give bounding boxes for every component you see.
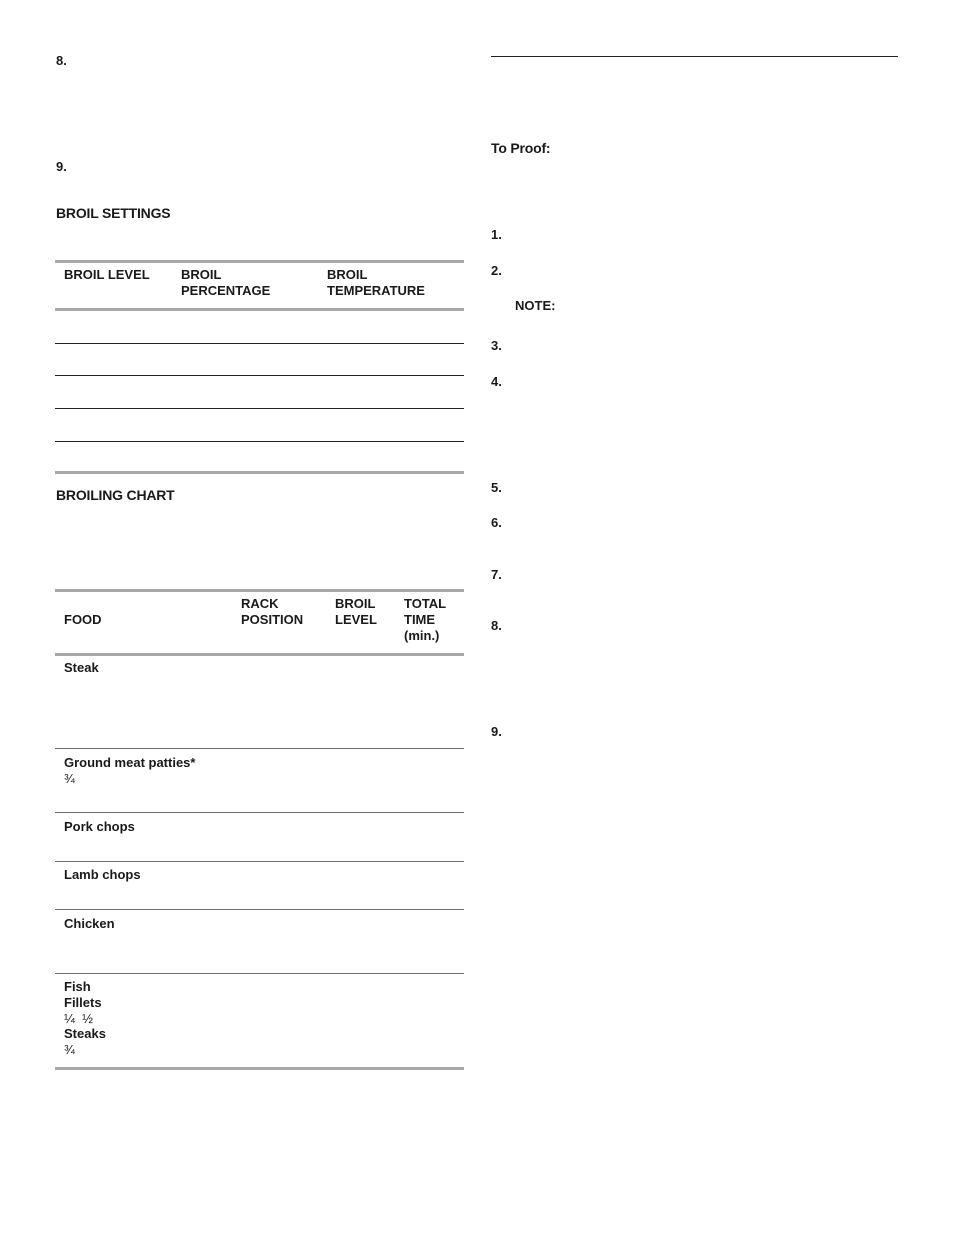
- section-rule: [491, 56, 898, 57]
- step-number-6: 6.: [491, 515, 502, 530]
- row-food-lamb-chops: Lamb chops: [64, 867, 141, 882]
- col-header-broil-temperature: BROIL TEMPERATURE: [327, 267, 425, 298]
- row-fraction: ¾: [64, 1042, 75, 1057]
- row-food-ground-meat-patties: Ground meat patties*: [64, 755, 196, 770]
- row-food-fish-steaks: Steaks: [64, 1026, 106, 1041]
- step-number-1: 1.: [491, 227, 502, 242]
- row-food-fish: Fish: [64, 979, 91, 994]
- row-fraction: ¾: [64, 771, 75, 786]
- table-row-divider: [55, 441, 464, 442]
- to-proof-heading: To Proof:: [491, 140, 551, 156]
- step-number-8: 8.: [491, 618, 502, 633]
- table-row-divider: [55, 375, 464, 376]
- row-food-chicken: Chicken: [64, 916, 115, 931]
- row-food-pork-chops: Pork chops: [64, 819, 135, 834]
- step-number-9: 9.: [491, 724, 502, 739]
- table-row-divider: [55, 973, 464, 974]
- step-number-7: 7.: [491, 567, 502, 582]
- col-header-broil-level: BROIL LEVEL: [64, 267, 150, 282]
- step-number-2: 2.: [491, 263, 502, 278]
- col-header-total-time: TOTAL TIME (min.): [404, 596, 447, 643]
- step-number-8: 8.: [56, 53, 67, 68]
- note-label: NOTE:: [515, 298, 556, 313]
- table-row-divider: [55, 748, 464, 749]
- row-food-steak: Steak: [64, 660, 99, 675]
- table-row-divider: [55, 408, 464, 409]
- broiling-chart-heading: BROILING CHART: [56, 487, 175, 503]
- broil-settings-heading: BROIL SETTINGS: [56, 205, 171, 221]
- table-row-divider: [55, 812, 464, 813]
- step-number-3: 3.: [491, 338, 502, 353]
- col-header-rack-position: RACK POSITION: [241, 596, 304, 627]
- col-header-broil-percentage: BROIL PERCENTAGE: [181, 267, 271, 298]
- row-fraction: ¼ ½: [64, 1011, 93, 1026]
- step-number-5: 5.: [491, 480, 502, 495]
- step-number-4: 4.: [491, 374, 502, 389]
- table-row-divider: [55, 343, 464, 344]
- step-number-9: 9.: [56, 159, 67, 174]
- col-header-broil-level: BROIL LEVEL: [335, 596, 377, 627]
- table-row-divider: [55, 909, 464, 910]
- row-food-fish-fillets: Fillets: [64, 995, 102, 1010]
- col-header-food: FOOD: [64, 612, 102, 627]
- table-row-divider: [55, 861, 464, 862]
